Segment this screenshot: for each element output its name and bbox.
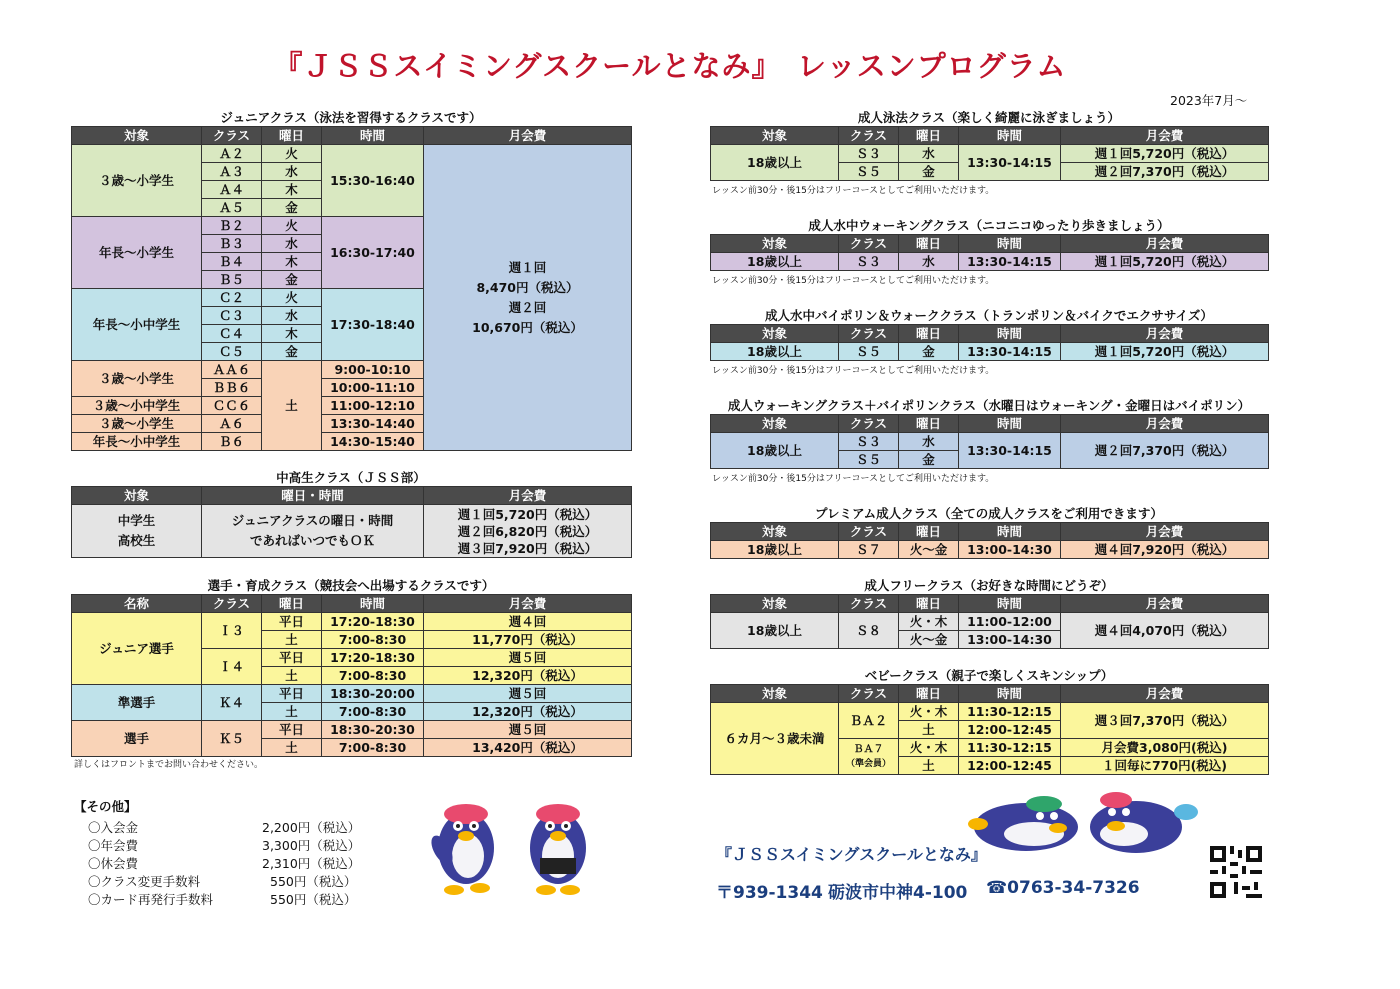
day-cell: 火～金 bbox=[899, 631, 959, 649]
class-cell: Ｃ５ bbox=[202, 343, 262, 361]
target-cell: 18歳以上 bbox=[711, 433, 839, 469]
class-cell bbox=[839, 739, 899, 775]
fee-cell: 週２回7,370円（税込） bbox=[1061, 163, 1269, 181]
target-cell: 18歳以上 bbox=[711, 541, 839, 559]
day-cell: 火～金 bbox=[899, 541, 959, 559]
junior-caption: ジュニアクラス（泳法を習得するクラスです） bbox=[220, 110, 482, 125]
others-heading: 【その他】 bbox=[74, 799, 137, 814]
time-cell: 11:00-12:00 bbox=[959, 613, 1061, 631]
time-cell: 11:30-12:15 bbox=[959, 739, 1061, 757]
athlete-note: 詳しくはフロントまでお問い合わせください。 bbox=[74, 760, 264, 770]
name-cell: 準選手 bbox=[72, 685, 202, 721]
class-cell: Ｂ２ bbox=[202, 217, 262, 235]
junior-table bbox=[71, 126, 632, 451]
target-cell: ３歳～小学生 bbox=[72, 415, 202, 433]
header-target: 対象 bbox=[711, 523, 839, 541]
premium-table bbox=[710, 522, 1269, 559]
time-cell: 18:30-20:30 bbox=[322, 721, 424, 739]
fee-cell: 12,320円（税込） bbox=[424, 703, 632, 721]
qr-code-icon bbox=[1210, 846, 1262, 898]
target-line: 中学生 bbox=[117, 513, 156, 528]
header-time: 時間 bbox=[959, 415, 1061, 433]
class-cell: Ｃ２ bbox=[202, 289, 262, 307]
class-cell: Ｓ５ bbox=[839, 451, 899, 469]
class-cell: Ｓ５ bbox=[839, 163, 899, 181]
class-cell: Ｋ５ bbox=[202, 721, 262, 757]
fee-cell: 週１回5,720円（税込） bbox=[1061, 253, 1269, 271]
target-cell: 年長～小中学生 bbox=[72, 433, 202, 451]
day-cell: 土 bbox=[262, 703, 322, 721]
header-day: 曜日 bbox=[899, 595, 959, 613]
day-cell: 金 bbox=[899, 163, 959, 181]
others-item-name: 〇年会費 bbox=[88, 838, 139, 853]
athlete-table bbox=[71, 594, 632, 757]
time-cell: 15:30-16:40 bbox=[322, 145, 424, 217]
class-cell: Ｓ３ bbox=[839, 253, 899, 271]
swimming-penguin-icon bbox=[966, 782, 1206, 862]
adult-swim-caption: 成人泳法クラス（楽しく綺麗に泳ぎましょう） bbox=[857, 110, 1121, 125]
time-cell: 12:00-12:45 bbox=[959, 757, 1061, 775]
header-class: クラス bbox=[839, 325, 899, 343]
day-cell: 水 bbox=[899, 433, 959, 451]
fee-cell bbox=[424, 505, 632, 558]
day-cell: 金 bbox=[899, 451, 959, 469]
time-cell: 17:30-18:40 bbox=[322, 289, 424, 361]
others-item-price: 550円（税込） bbox=[270, 874, 357, 889]
header-day: 曜日 bbox=[262, 127, 322, 145]
day-cell: 金 bbox=[262, 343, 322, 361]
time-cell: 7:00-8:30 bbox=[322, 703, 424, 721]
fee-cell: １回毎に770円(税込) bbox=[1061, 757, 1269, 775]
target-cell: 年長～小中学生 bbox=[72, 289, 202, 361]
header-time: 時間 bbox=[959, 325, 1061, 343]
class-cell: Ｃ４ bbox=[202, 325, 262, 343]
header-time: 時間 bbox=[322, 595, 424, 613]
header-class: クラス bbox=[839, 685, 899, 703]
class-cell: Ｂ３ bbox=[202, 235, 262, 253]
class-cell: Ｃ３ bbox=[202, 307, 262, 325]
header-fee: 月会費 bbox=[1061, 685, 1269, 703]
time-cell: 16:30-17:40 bbox=[322, 217, 424, 289]
header-time: 時間 bbox=[959, 235, 1061, 253]
time-cell: 7:00-8:30 bbox=[322, 739, 424, 757]
walk-bike-caption: 成人ウォーキングクラス＋バイポリンクラス（水曜日はウォーキング・金曜日はバイポリン） bbox=[727, 398, 1251, 413]
time-cell: 13:30-14:15 bbox=[959, 343, 1061, 361]
fee-cell: 週５回 bbox=[424, 649, 632, 667]
fee-cell: 週１回5,720円（税込） bbox=[1061, 343, 1269, 361]
free-caption: 成人フリークラス（お好きな時間にどうぞ） bbox=[864, 578, 1114, 593]
day-cell: 金 bbox=[262, 271, 322, 289]
day-cell: 土 bbox=[262, 631, 322, 649]
fee-cell: 月会費3,080円(税込) bbox=[1061, 739, 1269, 757]
time-cell: 18:30-20:00 bbox=[322, 685, 424, 703]
header-time: 時間 bbox=[959, 685, 1061, 703]
free-table bbox=[710, 594, 1269, 649]
class-cell: ＢＡ２ bbox=[839, 703, 899, 739]
middle-table bbox=[71, 486, 632, 558]
fee-cell: 13,420円（税込） bbox=[424, 739, 632, 757]
header-day: 曜日 bbox=[899, 235, 959, 253]
header-target: 対象 bbox=[711, 595, 839, 613]
target-cell: 18歳以上 bbox=[711, 613, 839, 649]
header-fee: 月会費 bbox=[424, 595, 632, 613]
header-target: 対象 bbox=[72, 487, 202, 505]
class-sub: （準会員） bbox=[845, 758, 891, 769]
header-day: 曜日 bbox=[899, 415, 959, 433]
header-day: 曜日 bbox=[899, 523, 959, 541]
header-time: 時間 bbox=[959, 127, 1061, 145]
day-cell: 水 bbox=[262, 235, 322, 253]
others-item-name: 〇休会費 bbox=[88, 856, 139, 871]
day-cell: 平日 bbox=[262, 649, 322, 667]
page-title: 『ＪＳＳスイミングスクールとなみ』 レッスンプログラム bbox=[273, 49, 1067, 83]
day-cell: 土 bbox=[262, 667, 322, 685]
target-cell: 年長～小学生 bbox=[72, 217, 202, 289]
time-cell: 13:00-14:30 bbox=[959, 541, 1061, 559]
others-item-name: 〇カード再発行手数料 bbox=[88, 892, 214, 907]
target-cell: 18歳以上 bbox=[711, 145, 839, 181]
header-day: 曜日 bbox=[899, 127, 959, 145]
fee-line: 週２回 bbox=[508, 299, 547, 315]
fee-line: 8,470円（税込） bbox=[476, 279, 579, 295]
target-cell: ３歳～小学生 bbox=[72, 145, 202, 217]
time-cell: 13:00-14:30 bbox=[959, 631, 1061, 649]
header-class: クラス bbox=[839, 595, 899, 613]
header-class: クラス bbox=[839, 415, 899, 433]
others-item-price: 3,300円（税込） bbox=[262, 838, 361, 853]
name-cell: 選手 bbox=[72, 721, 202, 757]
header-target: 対象 bbox=[711, 235, 839, 253]
header-time: 時間 bbox=[322, 127, 424, 145]
header-class: クラス bbox=[202, 595, 262, 613]
fee-cell: 11,770円（税込） bbox=[424, 631, 632, 649]
header-day: 曜日 bbox=[899, 685, 959, 703]
schedule-line: であればいつでもＯＫ bbox=[249, 533, 375, 548]
fee-cell: 週１回5,720円（税込） bbox=[1061, 145, 1269, 163]
others-item-price: 2,310円（税込） bbox=[262, 856, 361, 871]
fee-line: 週２回6,820円（税込） bbox=[457, 523, 598, 539]
baby-table bbox=[710, 684, 1269, 775]
class-cell: Ａ６ bbox=[202, 415, 262, 433]
day-cell: 平日 bbox=[262, 613, 322, 631]
day-cell: 木 bbox=[262, 253, 322, 271]
walk-bike-table bbox=[710, 414, 1269, 469]
header-fee: 月会費 bbox=[1061, 325, 1269, 343]
day-cell: 火・木 bbox=[899, 739, 959, 757]
header-day: 曜日 bbox=[899, 325, 959, 343]
class-cell: Ａ５ bbox=[202, 199, 262, 217]
day-cell: 土 bbox=[899, 757, 959, 775]
fee-cell: 週４回 bbox=[424, 613, 632, 631]
bike-caption: 成人水中バイポリン＆ウォーククラス（トランポリン＆バイクでエクササイズ） bbox=[765, 308, 1213, 323]
header-fee: 月会費 bbox=[1061, 523, 1269, 541]
target-cell: ３歳～小中学生 bbox=[72, 397, 202, 415]
header-name: 名称 bbox=[72, 595, 202, 613]
header-fee: 月会費 bbox=[1061, 235, 1269, 253]
target-cell: ３歳～小学生 bbox=[72, 361, 202, 397]
header-target: 対象 bbox=[711, 415, 839, 433]
adult-note: レッスン前30分・後15分はフリーコースとしてご利用いただけます。 bbox=[712, 474, 995, 484]
day-cell: 水 bbox=[262, 163, 322, 181]
time-cell: 14:30-15:40 bbox=[322, 433, 424, 451]
day-cell: 土 bbox=[899, 721, 959, 739]
footer-phone: ☎0763-34-7326 bbox=[986, 878, 1140, 898]
day-cell: 火 bbox=[262, 217, 322, 235]
walking-table bbox=[710, 234, 1269, 271]
class-cell: Ｉ３ bbox=[202, 613, 262, 649]
day-cell: 水 bbox=[262, 307, 322, 325]
class-cell: Ａ２ bbox=[202, 145, 262, 163]
class-cell: Ａ４ bbox=[202, 181, 262, 199]
day-cell: 火 bbox=[262, 289, 322, 307]
junior-fee-cell bbox=[424, 145, 632, 451]
class-cell: ＣＣ６ bbox=[202, 397, 262, 415]
walking-caption: 成人水中ウォーキングクラス（ニコニコゆったり歩きましょう） bbox=[808, 218, 1170, 233]
target-cell: 18歳以上 bbox=[711, 343, 839, 361]
day-cell: 木 bbox=[262, 181, 322, 199]
class-cell: Ｓ３ bbox=[839, 145, 899, 163]
time-cell: 10:00-11:10 bbox=[322, 379, 424, 397]
header-day: 曜日 bbox=[262, 595, 322, 613]
class-cell: Ｂ５ bbox=[202, 271, 262, 289]
others-item-name: 〇クラス変更手数料 bbox=[88, 874, 201, 889]
header-fee: 月会費 bbox=[1061, 127, 1269, 145]
header-target: 対象 bbox=[711, 127, 839, 145]
time-cell: 17:20-18:30 bbox=[322, 613, 424, 631]
target-line: 高校生 bbox=[117, 533, 156, 548]
class-cell: Ｂ６ bbox=[202, 433, 262, 451]
day-cell: 土 bbox=[262, 361, 322, 451]
adult-note: レッスン前30分・後15分はフリーコースとしてご利用いただけます。 bbox=[712, 186, 995, 196]
baby-caption: ベビークラス（親子で楽しくスキンシップ） bbox=[864, 668, 1114, 683]
time-cell: 13:30-14:40 bbox=[322, 415, 424, 433]
fee-cell: 週４回4,070円（税込） bbox=[1061, 613, 1269, 649]
fee-line: 10,670円（税込） bbox=[472, 319, 583, 335]
day-cell: 金 bbox=[262, 199, 322, 217]
time-cell: 11:30-12:15 bbox=[959, 703, 1061, 721]
class-cell: ＢＢ６ bbox=[202, 379, 262, 397]
schedule-cell bbox=[202, 505, 424, 558]
class-cell: ＡＡ６ bbox=[202, 361, 262, 379]
bike-table bbox=[710, 324, 1269, 361]
fee-line: 週３回7,920円（税込） bbox=[457, 540, 598, 556]
header-target: 対象 bbox=[72, 127, 202, 145]
header-class: クラス bbox=[839, 523, 899, 541]
day-cell: 水 bbox=[899, 145, 959, 163]
time-cell: 7:00-8:30 bbox=[322, 667, 424, 685]
footer-school-name: 『ＪＳＳスイミングスクールとなみ』 bbox=[716, 845, 987, 864]
class-cell: Ｂ４ bbox=[202, 253, 262, 271]
time-cell: 13:30-14:15 bbox=[959, 253, 1061, 271]
class-code: ＢＡ７ bbox=[853, 743, 884, 755]
adult-note: レッスン前30分・後15分はフリーコースとしてご利用いただけます。 bbox=[712, 276, 995, 286]
footer-postal: 〒939-1344 bbox=[716, 883, 823, 903]
day-cell: 平日 bbox=[262, 721, 322, 739]
fee-cell: 週５回 bbox=[424, 685, 632, 703]
others-item-price: 550円（税込） bbox=[270, 892, 357, 907]
header-class: クラス bbox=[202, 127, 262, 145]
time-cell: 7:00-8:30 bbox=[322, 631, 424, 649]
target-cell bbox=[72, 505, 202, 558]
time-cell: 12:00-12:45 bbox=[959, 721, 1061, 739]
fee-cell: 12,320円（税込） bbox=[424, 667, 632, 685]
target-cell: ６カ月～３歳未満 bbox=[711, 703, 839, 775]
target-cell: 18歳以上 bbox=[711, 253, 839, 271]
middle-caption: 中高生クラス（ＪＳＳ部） bbox=[276, 470, 426, 485]
fee-line: 週１回 bbox=[508, 259, 547, 275]
fee-cell: 週４回7,920円（税込） bbox=[1061, 541, 1269, 559]
time-cell: 13:30-14:15 bbox=[959, 433, 1061, 469]
day-cell: 金 bbox=[899, 343, 959, 361]
header-time: 時間 bbox=[959, 523, 1061, 541]
header-fee: 月会費 bbox=[424, 487, 632, 505]
header-target: 対象 bbox=[711, 325, 839, 343]
class-cell: Ｓ５ bbox=[839, 343, 899, 361]
fee-cell: 週２回7,370円（税込） bbox=[1061, 433, 1269, 469]
header-target: 対象 bbox=[711, 685, 839, 703]
day-cell: 平日 bbox=[262, 685, 322, 703]
athlete-caption: 選手・育成クラス（競技会へ出場するクラスです） bbox=[207, 578, 495, 593]
fee-cell: 週５回 bbox=[424, 721, 632, 739]
fee-cell: 週３回7,370円（税込） bbox=[1061, 703, 1269, 739]
class-cell: Ｓ７ bbox=[839, 541, 899, 559]
footer-address: 砺波市中神4-100 bbox=[828, 883, 968, 903]
others-item-name: 〇入会金 bbox=[88, 820, 139, 835]
header-fee: 月会費 bbox=[1061, 595, 1269, 613]
day-cell: 水 bbox=[899, 253, 959, 271]
time-cell: 11:00-12:10 bbox=[322, 397, 424, 415]
time-cell: 17:20-18:30 bbox=[322, 649, 424, 667]
day-cell: 火・木 bbox=[899, 703, 959, 721]
effective-date: 2023年7月～ bbox=[1170, 93, 1248, 108]
header-fee: 月会費 bbox=[1061, 415, 1269, 433]
header-schedule: 曜日・時間 bbox=[202, 487, 424, 505]
adult-note: レッスン前30分・後15分はフリーコースとしてご利用いただけます。 bbox=[712, 366, 995, 376]
schedule-line: ジュニアクラスの曜日・時間 bbox=[231, 513, 394, 528]
fee-line: 週１回5,720円（税込） bbox=[457, 506, 598, 522]
time-cell: 13:30-14:15 bbox=[959, 145, 1061, 181]
penguin-mascot-icon bbox=[418, 788, 608, 898]
header-fee: 月会費 bbox=[424, 127, 632, 145]
day-cell: 火・木 bbox=[899, 613, 959, 631]
others-item-price: 2,200円（税込） bbox=[262, 820, 361, 835]
class-cell: Ｋ４ bbox=[202, 685, 262, 721]
day-cell: 木 bbox=[262, 325, 322, 343]
class-cell: Ｓ３ bbox=[839, 433, 899, 451]
premium-caption: プレミアム成人クラス（全ての成人クラスをご利用できます） bbox=[815, 506, 1163, 521]
day-cell: 火 bbox=[262, 145, 322, 163]
header-class: クラス bbox=[839, 235, 899, 253]
time-cell: 9:00-10:10 bbox=[322, 361, 424, 379]
adult-swim-table bbox=[710, 126, 1269, 181]
header-time: 時間 bbox=[959, 595, 1061, 613]
class-cell: Ａ３ bbox=[202, 163, 262, 181]
day-cell: 土 bbox=[262, 739, 322, 757]
class-cell: Ｉ４ bbox=[202, 649, 262, 685]
class-cell: Ｓ８ bbox=[839, 613, 899, 649]
name-cell: ジュニア選手 bbox=[72, 613, 202, 685]
header-class: クラス bbox=[839, 127, 899, 145]
